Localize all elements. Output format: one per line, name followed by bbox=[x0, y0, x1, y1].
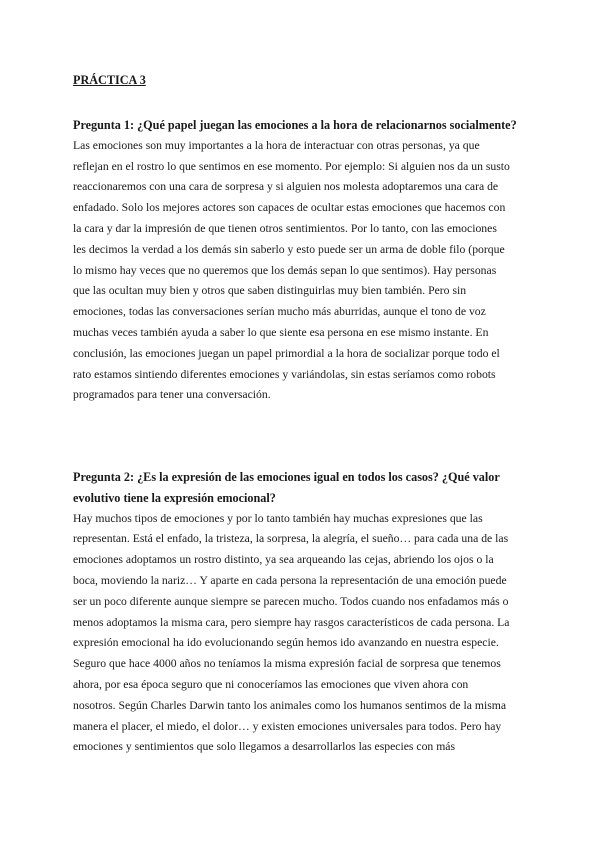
answer-line: emociones, todas las conversaciones serían mucho más aburridas, aunque el tono de voz bbox=[73, 305, 486, 319]
answer-line: emociones y sentimientos que solo llegamos a desarrollarlos las especies con más bbox=[73, 740, 456, 754]
answer-line: expresión emocional ha ido evolucionando según hemos ido avanzando en nuestra especie. bbox=[73, 636, 499, 650]
question-section-2 bbox=[73, 467, 525, 758]
page-title: PRÁCTICA 3 bbox=[73, 73, 146, 87]
answer-paragraph-2 bbox=[73, 509, 525, 759]
answer-line: reaccionaremos con una cara de sorpresa y si alguien nos molesta adoptaremos una cara de bbox=[73, 180, 499, 194]
question-line: evolutivo tiene la expresión emocional? bbox=[73, 490, 276, 505]
answer-line: lo mismo hay veces que no queremos que los demás sepan lo que sentimos). Hay personas bbox=[73, 263, 497, 277]
answer-line: conclusión, las emociones juegan un papel primordial a la hora de socializar porque todo el bbox=[73, 346, 500, 360]
answer-line: representan. Está el enfado, la tristeza, la sorpresa, la alegría, el sueño… para cada una de las bbox=[73, 532, 509, 546]
question-line: Pregunta 1: ¿Qué papel juegan las emociones a la hora de relacionarnos socialmente? bbox=[73, 118, 517, 132]
answer-line: Las emociones son muy importantes a la hora de interactuar con otras personas, ya que bbox=[73, 138, 480, 152]
answer-line: rato estamos sintiendo diferentes emociones y variándolas, sin estas seríamos como robots bbox=[73, 367, 496, 381]
question-heading-2 bbox=[73, 467, 525, 509]
answer-line: ser un poco diferente aunque siempre se parecen mucho. Todos cuando nos enfadamos más o bbox=[73, 594, 509, 608]
answer-line: nosotros. Según Charles Darwin tanto los animales como los humanos sentimos de la misma bbox=[73, 698, 507, 712]
answer-line: muchas veces también ayuda a saber lo que siente esa persona en ese mismo instante. En bbox=[73, 325, 489, 339]
question-section-1 bbox=[73, 115, 525, 406]
answer-line: programados para tener una conversación. bbox=[73, 388, 271, 402]
answer-line: que las ocultan muy bien y otros que saben distinguirlas muy bien también. Pero sin bbox=[73, 284, 467, 298]
answer-line: boca, moviendo la nariz… Y aparte en cada persona la representación de una emoción puede bbox=[73, 573, 507, 587]
answer-paragraph-1 bbox=[73, 136, 525, 406]
answer-line: menos adoptamos la misma cara, pero siempre hay rasgos característicos de cada persona. La bbox=[73, 615, 510, 629]
answer-line: reflejan en el rostro lo que sentimos en ese momento. Por ejemplo: Si alguien nos da un susto bbox=[73, 159, 510, 173]
answer-line: emociones adoptamos un rostro distinto, ya sea arqueando las cejas, abriendo los ojos o la bbox=[73, 553, 494, 567]
answer-line: la cara y dar la impresión de que tienen otros sentimientos. Por lo tanto, con las emociones bbox=[73, 221, 497, 235]
answer-line: Seguro que hace 4000 años no teníamos la misma expresión facial de sorpresa que tenemos bbox=[73, 657, 501, 671]
answer-line: les decimos la verdad a los demás sin saberlo y esto puede ser un arma de doble filo (porque bbox=[73, 242, 505, 256]
answer-line: enfadado. Solo los mejores actores son capaces de ocultar estas emociones que hacemos con bbox=[73, 201, 506, 215]
answer-line: Hay muchos tipos de emociones y por lo tanto también hay muchas expresiones que las bbox=[73, 511, 483, 525]
question-heading-1 bbox=[73, 115, 525, 136]
question-line: Pregunta 2: ¿Es la expresión de las emociones igual en todos los casos? ¿Qué valor bbox=[73, 470, 500, 484]
answer-line: ahora, por esa época seguro que ni conoceríamos las emociones que viven ahora con bbox=[73, 677, 469, 691]
answer-line: manera el placer, el miedo, el dolor… y existen emociones universales para todos. Pero hay bbox=[73, 719, 502, 733]
